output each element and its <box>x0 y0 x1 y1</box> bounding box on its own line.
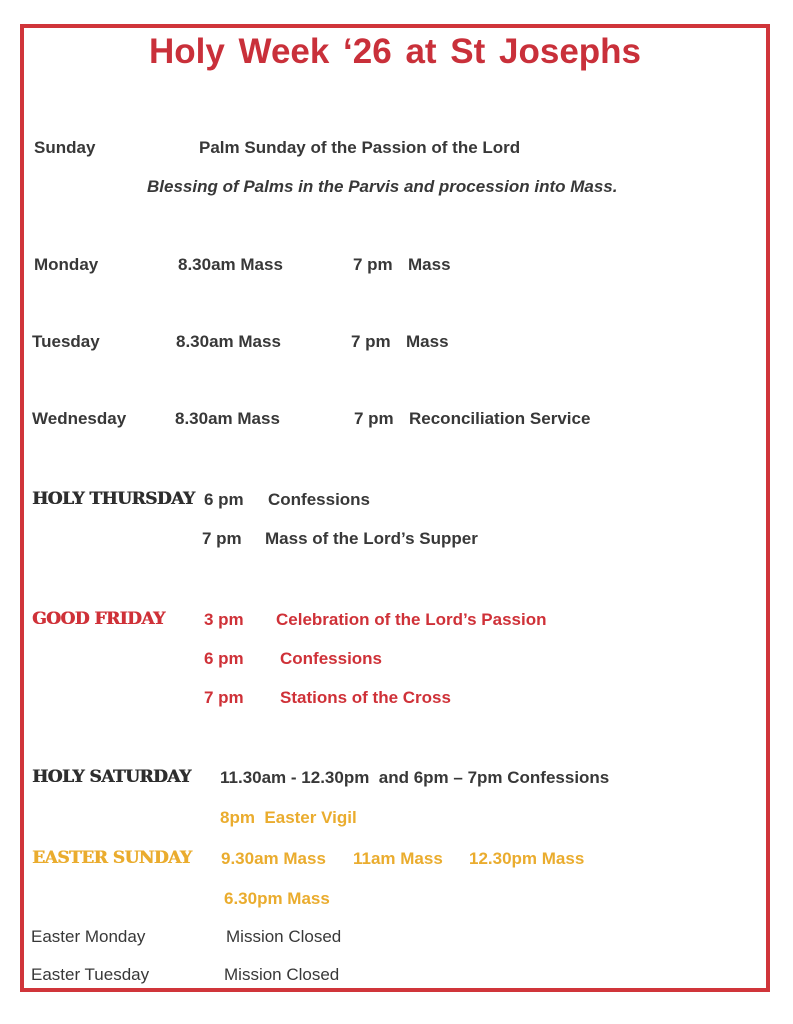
sunday-label: Sunday <box>34 138 96 157</box>
easter-sunday-mass: 11am Mass <box>353 849 443 868</box>
sunday-note: Blessing of Palms in the Parvis and procession into Mass. <box>147 177 618 196</box>
good-friday-label: GOOD FRIDAY <box>32 609 165 629</box>
tuesday-label: Tuesday <box>32 332 100 351</box>
tuesday-event2: Mass <box>406 332 449 351</box>
easter-sunday-mass: 6.30pm Mass <box>224 889 330 908</box>
good-friday-event: Stations of the Cross <box>280 688 451 707</box>
good-friday-time: 7 pm <box>204 688 244 707</box>
easter-monday-label: Easter Monday <box>31 927 146 946</box>
wednesday-event2: Reconciliation Service <box>409 409 591 428</box>
easter-sunday-label: EASTER SUNDAY <box>32 848 192 868</box>
good-friday-time: 3 pm <box>204 610 244 629</box>
monday-label: Monday <box>34 255 99 274</box>
good-friday-time: 6 pm <box>204 649 244 668</box>
holy-thursday-time: 6 pm <box>204 490 244 509</box>
holy-thursday-label: HOLY THURSDAY <box>32 489 195 509</box>
easter-sunday-mass: 12.30pm Mass <box>469 849 585 868</box>
wednesday-label: Wednesday <box>32 409 127 428</box>
wednesday-time1: 8.30am Mass <box>175 409 280 428</box>
tuesday-time1: 8.30am Mass <box>176 332 281 351</box>
easter-tuesday-status: Mission Closed <box>224 965 340 984</box>
holy-saturday-vigil: 8pm Easter Vigil <box>220 808 357 827</box>
monday-time2: 7 pm <box>353 255 393 274</box>
monday-time1: 8.30am Mass <box>178 255 283 274</box>
holy-thursday-time: 7 pm <box>202 529 242 548</box>
holy-saturday-label: HOLY SATURDAY <box>32 767 191 787</box>
easter-sunday-mass: 9.30am Mass <box>221 849 326 868</box>
easter-tuesday-label: Easter Tuesday <box>31 965 150 984</box>
holy-saturday-confessions: 11.30am - 12.30pm and 6pm – 7pm Confessions <box>220 768 610 787</box>
wednesday-time2: 7 pm <box>354 409 394 428</box>
page-title: Holy Week ‘26 at St Josephs <box>148 32 642 71</box>
holy-thursday-event: Mass of the Lord’s Supper <box>265 529 478 548</box>
sunday-event: Palm Sunday of the Passion of the Lord <box>199 138 521 157</box>
monday-event2: Mass <box>408 255 451 274</box>
holy-thursday-event: Confessions <box>268 490 371 509</box>
tuesday-time2: 7 pm <box>351 332 391 351</box>
good-friday-event: Confessions <box>280 649 383 668</box>
easter-monday-status: Mission Closed <box>226 927 342 946</box>
good-friday-event: Celebration of the Lord’s Passion <box>276 610 547 629</box>
